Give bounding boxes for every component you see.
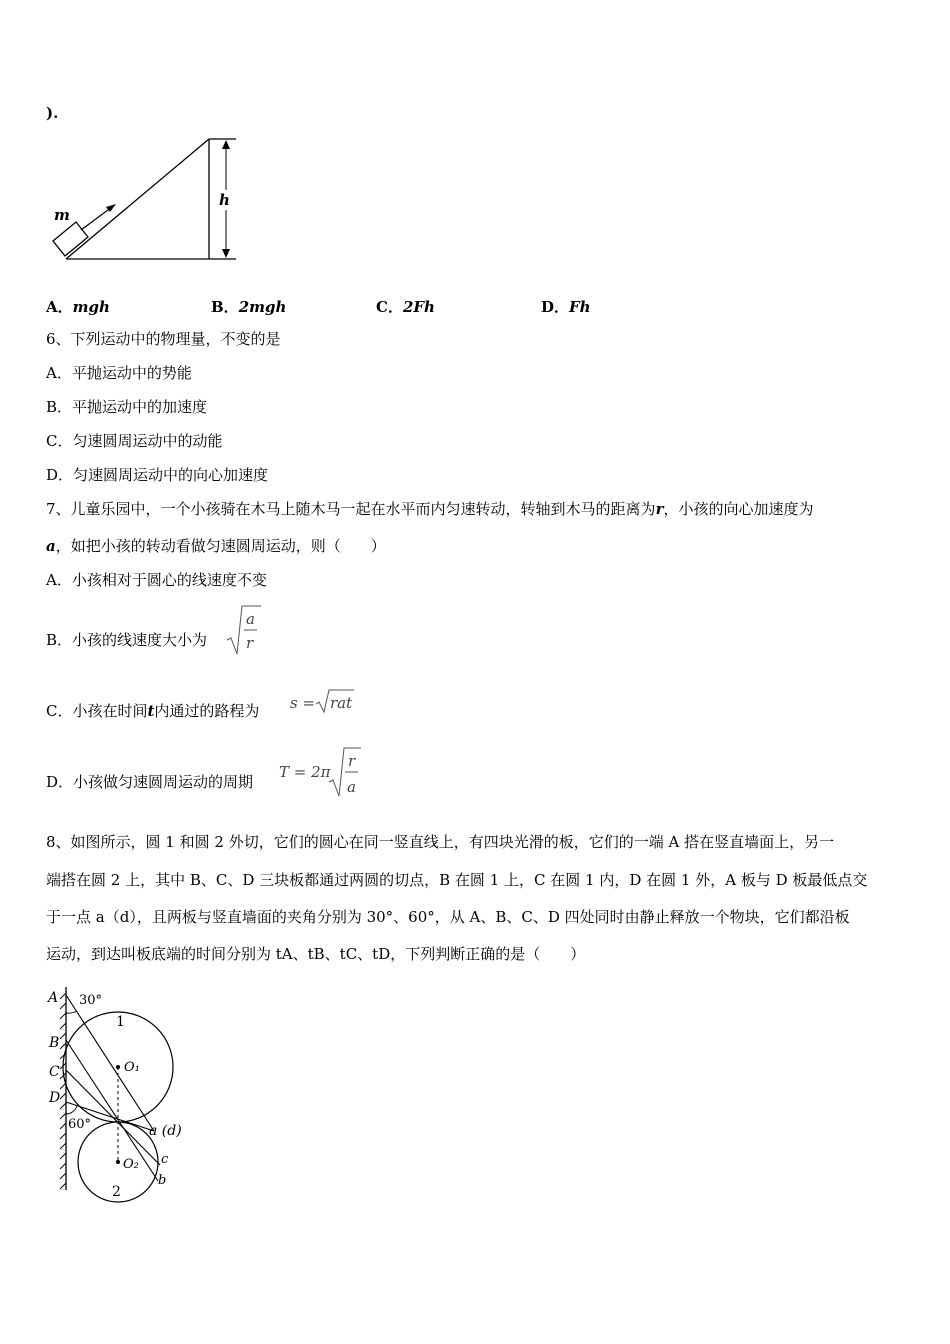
circles-figure <box>46 985 216 1205</box>
q6-option-a: A．平抛运动中的势能 <box>46 364 192 382</box>
q7-option-d: D．小孩做匀速圆周运动的周期 <box>46 773 254 791</box>
svg-text:rat: rat <box>330 694 353 712</box>
q8-line4: 运动，到达叫板底端的时间分别为 tA、tB、tC、tD，下列判断正确的是（ ） <box>46 945 586 963</box>
q6-option-b: B．平抛运动中的加速度 <box>46 398 208 416</box>
q5-option-b: B．2mgh <box>211 298 287 316</box>
board-a <box>66 995 154 1131</box>
q7-optB-formula <box>225 604 265 660</box>
height-label: h <box>219 191 230 209</box>
board-b <box>66 1040 158 1181</box>
svg-text:30°: 30° <box>79 993 103 1008</box>
svg-text:s =: s = <box>290 694 316 712</box>
q5-option-d: D．Fh <box>541 298 591 316</box>
q6-option-d: D．匀速圆周运动中的向心加速度 <box>46 466 269 484</box>
q8-line3: 于一点 a（d），且两板与竖直墙面的夹角分别为 30°、60°，从 A、B、C、D 四处同时由静止释放一个物块，它们都沿板 <box>46 908 850 926</box>
mass-label: m <box>54 206 70 224</box>
q7-optD-formula <box>277 746 367 802</box>
q7-option-b: B．小孩的线速度大小为 <box>46 631 208 649</box>
top-fragment: ). <box>46 104 59 122</box>
svg-text:a: a <box>246 610 255 628</box>
svg-text:a: a <box>347 778 356 796</box>
svg-text:O₁: O₁ <box>124 1060 140 1075</box>
q8-line2: 端搭在圆 2 上，其中 B、C、D 三块板都通过两圆的切点，B 在圆 1 上，C 在圆 1 内，D 在圆 1 外，A 板与 D 板最低点交 <box>46 871 868 889</box>
q7-stem-line2: a，如把小孩的转动看做匀速圆周运动，则（ ） <box>46 537 386 555</box>
incline-figure <box>46 132 246 267</box>
svg-text:D: D <box>49 1090 61 1106</box>
q6-option-c: C．匀速圆周运动中的动能 <box>46 432 223 450</box>
svg-text:T = 2π: T = 2π <box>279 763 331 781</box>
svg-text:r: r <box>246 634 254 652</box>
svg-text:A: A <box>48 990 59 1006</box>
q5-option-a: A．mgh <box>46 298 110 316</box>
q7-optC-formula <box>288 688 368 718</box>
q7-stem-line1: 7、儿童乐园中，一个小孩骑在木马上随木马一起在水平而内匀速转动，转轴到木马的距离为r，小孩的向心加速度为 <box>46 500 814 518</box>
q7-option-c: C．小孩在时间t内通过的路程为 <box>46 702 260 720</box>
q6-stem: 6、下列运动中的物理量，不变的是 <box>46 330 281 348</box>
svg-text:r: r <box>348 752 356 770</box>
q5-option-c: C．2Fh <box>376 298 435 316</box>
svg-text:a (d): a (d) <box>149 1123 182 1139</box>
svg-text:c: c <box>161 1152 169 1167</box>
svg-text:1: 1 <box>116 1014 125 1030</box>
q8-line1: 8、如图所示，圆 1 和圆 2 外切，它们的圆心在同一竖直线上，有四块光滑的板，它们的一端 A 搭在竖直墙面上，另一 <box>46 833 835 851</box>
block-mass <box>53 222 88 256</box>
svg-text:b: b <box>158 1173 167 1188</box>
svg-text:B: B <box>49 1035 60 1051</box>
svg-text:2: 2 <box>112 1184 121 1200</box>
q7-option-a: A．小孩相对于圆心的线速度不变 <box>46 571 267 589</box>
svg-text:O₂: O₂ <box>123 1157 139 1172</box>
svg-text:60°: 60° <box>68 1117 92 1132</box>
svg-text:C: C <box>49 1064 60 1080</box>
